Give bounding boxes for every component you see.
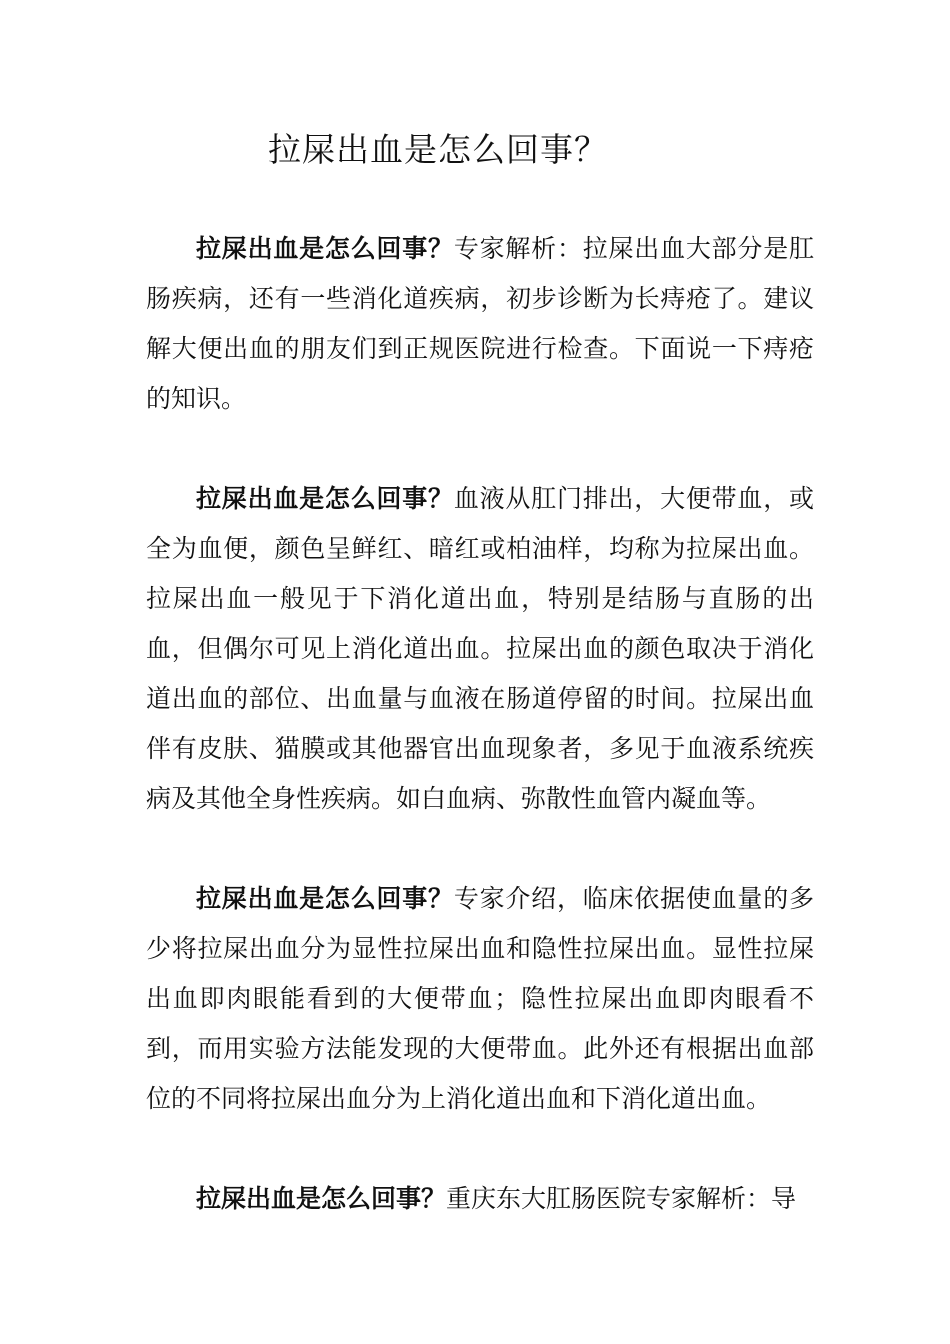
paragraph-text: 血液从肛门排出，大便带血，或全为血便，颜色呈鲜红、暗红或柏油样，均称为拉屎出血。拉屎出血一般见于下消化道出血，特别是结肠与直肠的出血，但偶尔可见上消化道出血。拉屎出血的颜色取决于消化道出血的部位、出血量与血液在肠道停留的时间。拉屎出血伴有皮肤、猫膜或其他器官出血现象者，多见于血液系统疾病及其他全身性疾病。如白血病、弥散性血管内凝血等。 [146,484,814,813]
document-title: 拉屎出血是怎么回事？ [268,130,608,169]
paragraph-3 [146,874,814,1124]
paragraph-4 [146,1174,814,1224]
paragraph-1 [146,224,814,424]
paragraph-lead: 拉屎出血是怎么回事？ [196,234,454,263]
paragraph-lead: 拉屎出血是怎么回事？ [196,1184,447,1213]
paragraph-text: 专家解析：拉屎出血大部分是肛肠疾病，还有一些消化道疾病，初步诊断为长痔疮了。建议解大便出血的朋友们到正规医院进行检查。下面说一下痔疮的知识。 [146,234,814,413]
paragraph-text: 重庆东大肛肠医院专家解析：导 [446,1184,797,1213]
document-body [146,224,814,1274]
paragraph-lead: 拉屎出血是怎么回事？ [196,484,454,513]
paragraph-2 [146,474,814,824]
paragraph-text: 专家介绍，临床依据使血量的多少将拉屎出血分为显性拉屎出血和隐性拉屎出血。显性拉屎出血即肉眼能看到的大便带血；隐性拉屎出血即肉眼看不到，而用实验方法能发现的大便带血。此外还有根据出血部位的不同将拉屎出血分为上消化道出血和下消化道出血。 [146,884,814,1113]
paragraph-lead: 拉屎出血是怎么回事？ [196,884,454,913]
